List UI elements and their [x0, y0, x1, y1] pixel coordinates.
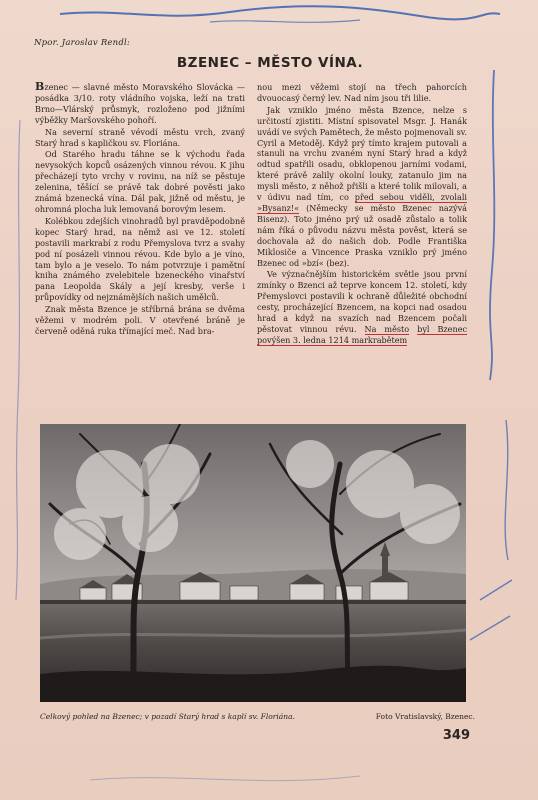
paragraph: Bzenec — slavné město Moravského Slovácka — posádka 3/10. roty vládního vojska, leží na trati Brno—Vlárský průsmyk, rozloženo pod jižními výběžky Maršovského pohoří. [35, 80, 245, 125]
text-column-left [35, 82, 245, 338]
photo-caption: Celkový pohled na Bzenec; v pozadí Starý hrad s kaplí sv. Floriána. [40, 712, 295, 721]
red-underlined-text: byl Bzenec povýšen 3. ledna 1214 markrabětem [257, 323, 468, 345]
paragraph: Od Starého hradu táhne se k východu řada nevysokých kopců osázených vinnou révou. K jihu přecházejí tyto vrchy v rovinu, na níž se pěstuje zelenina, těšící se právě tak dobré pověsti jako známá bzenecká vína. Dál pak, jižně od městu, je ohromná plocha luk lemovaná borovým lesem. [35, 149, 245, 214]
author-byline: Npor. Jaroslav Rendl: [34, 38, 130, 48]
photo-credit: Foto Vratislavský, Bzenec. [375, 712, 475, 721]
paragraph: Na severní straně vévodí městu vrch, zvaný Starý hrad s kapličkou sv. Floriána. [35, 126, 245, 148]
text-column-right [257, 82, 467, 347]
paragraph: Znak města Bzence je stříbrná brána se dvěma věžemi v modrém poli. V otevřené bráně je červeně oděná ruka třímající meč. Nad bra- [35, 304, 245, 336]
photo-image [40, 424, 466, 702]
page-number: 349 [442, 728, 470, 743]
article-title: BZENEC – MĚSTO VÍNA. [176, 55, 364, 71]
paragraph: nou mezi věžemi stojí na třech pahorcích dvouocasý černý lev. Nad ním jsou tři lilie. [257, 82, 467, 103]
red-underlined-text: před sebou viděli, zvolali »Bysanz!« [257, 192, 467, 213]
paragraph: Kolébkou zdejších vinohradů byl pravděpodobně kopec Starý hrad, na němž asi ve 12. století postavili markrabí z rodu Přemyslova tvrz a svahy pod ní posázeli vinnou révou. Kde bylo a je víno, tam bylo a je veselo. To nám potvrzuje i pamětní kniha známého zvelebitele bzeneckého vinařství pana Leopolda Skály a její kresby, verše i průpovídky od nejznámějších našich umělců. [35, 215, 245, 303]
paragraph: Ve význačnějším historickém světle jsou první zmínky o Bzenci až teprve koncem 12. století, kdy Přemyslovci postavili k ochraně důležité obchodní cesty, procházející Bzencem, na kopci nad osadou hrad a když na svazích nad Bzencem počali pěstovat vinnou révu. Na město byl Bzenec povýšen 3. ledna 1214 markrabětem [257, 269, 468, 345]
red-underlined-text: Na město [364, 323, 410, 334]
town-photograph [40, 424, 466, 702]
paragraph: Jak vzniklo jméno města Bzence, nelze s určitostí zjistiti. Místní spisovatel Msgr. J. Hanák uvádí ve svých Pamětech, že město pojmenovali sv. Cyril a Metoděj. Když prý tímto krajem putovali a stanuli na vrchu zvaném nyní Starý hrad a když odtud spatřili osadu, obklopenou jarními vodami, které právě zalily okolní louky, zatanulo jim na mysli město, z něhož přišli a které tolik milovali, a v údivu nad tím, co před sebou viděli, zvolali »Bysanz!« (Německy se město Bzenec nazývá Bisenz). Toto jméno prý už osadě zůstalo a tolik nám říká o původu názvu města pověst, která se dochovala až do našich dob. Podle Františka Miklosiče a Vincence Praska vzniklo prý jméno Bzenec od »bzí« (bez). [257, 104, 467, 268]
drop-cap: B [35, 80, 45, 93]
